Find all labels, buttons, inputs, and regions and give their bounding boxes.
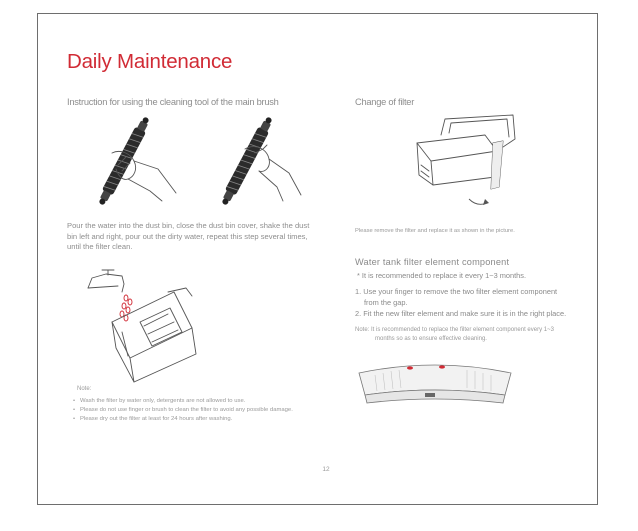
page-number: 12 [322,466,330,473]
brush-instruction-heading: Instruction for using the cleaning tool of the main brush [67,97,279,107]
filter-caption: Please remove the filter and replace it as shown in the picture. [355,228,515,234]
arrow-icon [483,199,489,205]
water-tank-heading: Water tank filter element component [355,257,510,267]
page-frame [37,13,598,505]
filter-change-heading: Change of filter [355,97,415,107]
note-item: • Wash the filter by water only, detergents are not allowed to use. [73,398,246,404]
step-1-continued-text: from the gap. [364,298,408,307]
filter-change-illustration [405,113,530,213]
water-tank-note-line1: Note: It is recommended to replace the filter element component every 1~3 [355,327,554,333]
step-1-text: 1. Use your finger to remove the two filter element component [355,287,558,296]
note-item: • Please dry out the filter at least for 24 hours after washing. [73,415,233,422]
water-tank-illustration [355,355,515,415]
water-tank-note-line2: months so as to ensure effective cleaning. [375,336,487,342]
note-item: • Please do not use finger or brush to clean the filter to avoid any possible damage. [73,406,293,413]
brush-instruction-text: Pour the water into the dust bin, close the dust bin cover, shake the dust bin left and right, pour out the dirty water, repeat this step several times, until the filter clean. [67,221,310,252]
brush-cleaning-illustration-2 [197,113,312,203]
brush-cleaning-illustration-1 [72,113,192,203]
page-title: Daily Maintenance [67,50,233,73]
faucet-dustbin-illustration [82,262,207,392]
recommend-text: * It is recommended to replace it every 1~3 months. [357,271,527,280]
note-label: Note: [77,386,92,392]
washing-notes-list [73,397,293,423]
step-2-text: 2. Fit the new filter element and make sure it is in the right place. [355,309,567,318]
